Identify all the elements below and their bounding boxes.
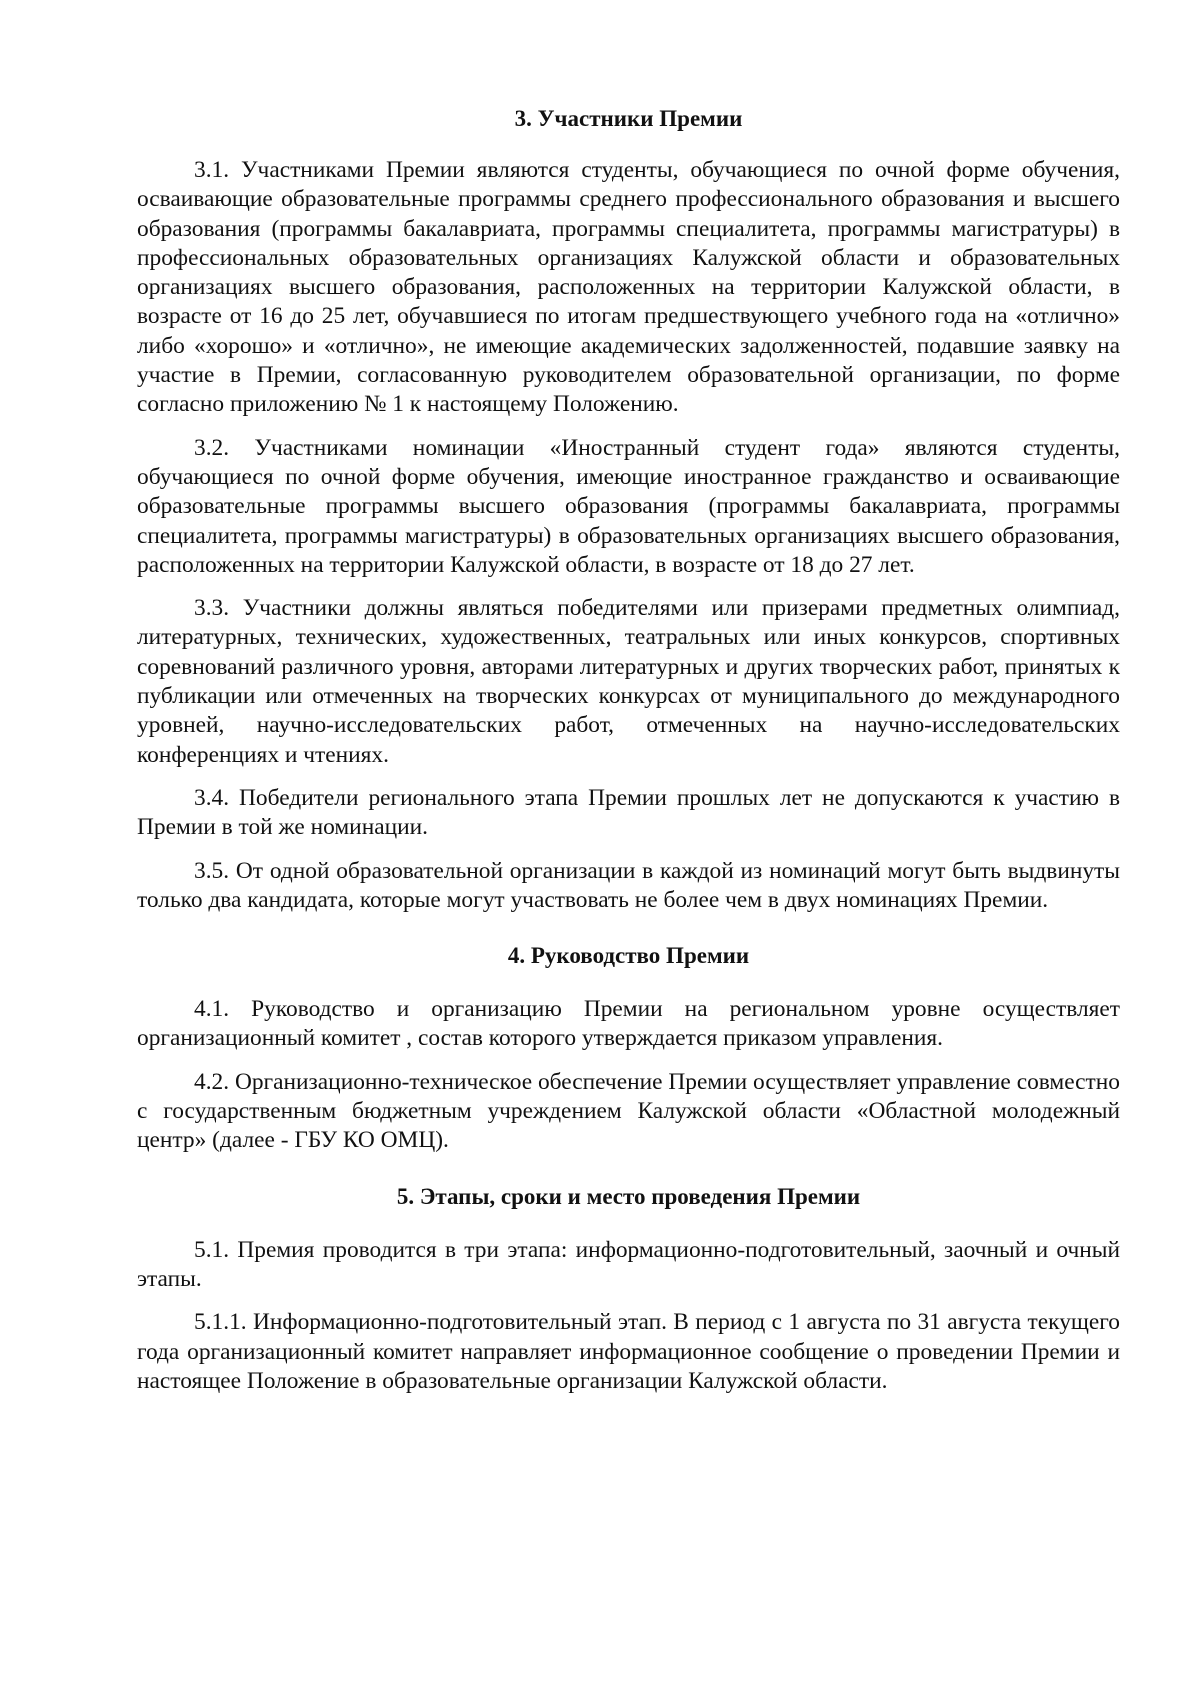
paragraph-5-1-1: 5.1.1. Информационно-подготовительный этап. В период с 1 августа по 31 августа текущего года организационный комитет направляет информационное сообщение о проведении Премии и настоящее Положение в образовательные организации Калужской области. [137, 1309, 1120, 1394]
paragraph-4-2: 4.2. Организационно-техническое обеспечение Премии осуществляет управление совместно с государственным бюджетным учреждением Калужской области «Областной молодежный центр» (далее - ГБУ КО ОМЦ). [137, 1068, 1120, 1154]
section-4-heading: 4. Руководство Премии [507, 943, 750, 969]
paragraph-3-4: 3.4. Победители регионального этапа Премии прошлых лет не допускаются к участию в Премии в той же номинации. [137, 784, 1120, 841]
paragraph-3-5: 3.5. От одной образовательной организации в каждой из номинаций могут быть выдвинуты только два кандидата, которые могут участвовать не более чем в двух номинациях Премии. [137, 857, 1120, 913]
section-3-heading: 3. Участники Премии [514, 106, 743, 131]
paragraph-3-3: 3.3. Участники должны являться победителями или призерами предметных олимпиад, литературных, технических, художественных, театральных или иных конкурсов, спортивных соревнований различного уровня, авторами литературных и других творческих работ, принятых к публикации или отмеченных на творческих конкурсах от муниципального до международного уровней, научно-исследовательских работ, отмеченных на научно-исследовательских конференциях и чтениях. [137, 595, 1120, 768]
section-5-heading: 5. Этапы, сроки и место проведения Премии [396, 1183, 861, 1209]
document-page [137, 105, 1120, 1396]
paragraph-3-1: 3.1. Участниками Премии являются студенты, обучающиеся по очной форме обучения, осваивающие образовательные программы среднего профессионального образования и высшего образования (программы бакалавриата, программы специалитета, программы магистратуры) в профессиональных образовательных организациях Калужской области и образовательных организациях высшего образования, расположенных на территории Калужской области, в возрасте от 16 до 25 лет, обучавшиеся по итогам предшествующего учебного года на «отлично» либо «хорошо» и «отлично», не имеющие академических задолженностей, подавшие заявку на участие в Премии, согласованную руководителем образовательной организации, по форме согласно приложению № 1 к настоящему Положению. [137, 157, 1120, 418]
paragraph-5-1: 5.1. Премия проводится в три этапа: информационно-подготовительный, заочный и очный этапы. [137, 1236, 1120, 1292]
paragraph-3-2: 3.2. Участниками номинации «Иностранный студент года» являются студенты, обучающиеся по очной форме обучения, имеющие иностранное гражданство и осваивающие образовательные программы высшего образования (программы бакалавриата, программы специалитета, программы магистратуры) в образовательных организациях высшего образования, расположенных на территории Калужской области, в возрасте от 18 до 27 лет. [137, 434, 1120, 578]
paragraph-4-1: 4.1. Руководство и организацию Премии на региональном уровне осуществляет организационный комитет , состав которого утверждается приказом управления. [137, 996, 1120, 1052]
